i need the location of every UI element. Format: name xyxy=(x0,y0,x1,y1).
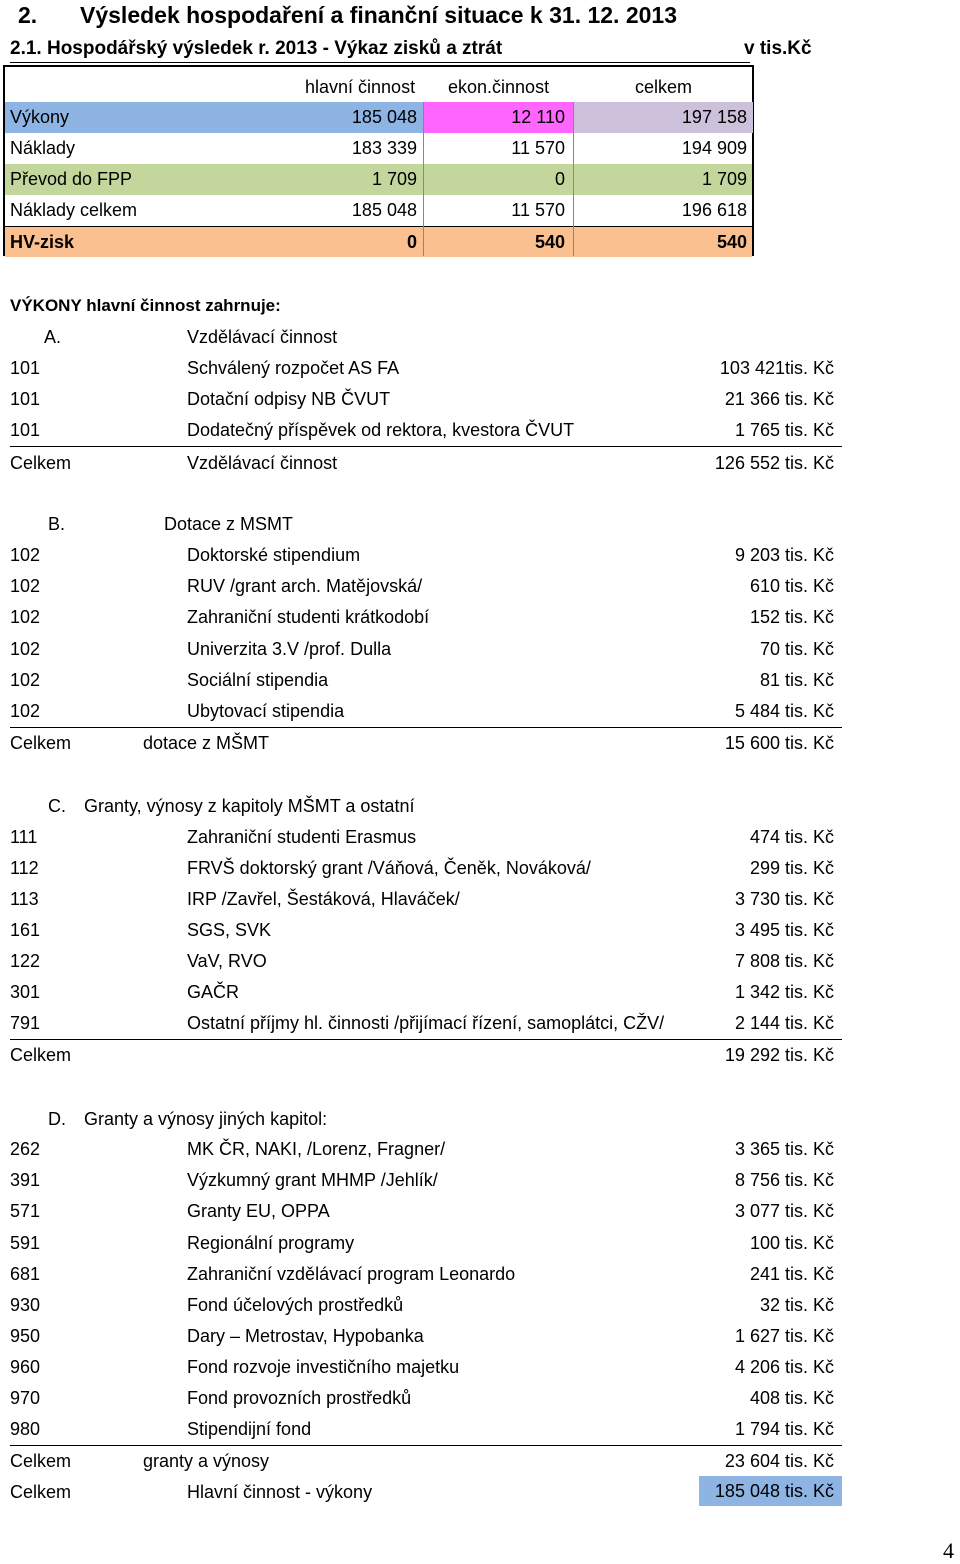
item-code: 591 xyxy=(10,1233,41,1253)
cell-hlavni: 1 709 xyxy=(371,169,417,189)
section-total xyxy=(10,449,842,479)
list-item xyxy=(10,1415,842,1446)
item-code: 930 xyxy=(10,1295,41,1315)
cell-celkem: 196 618 xyxy=(681,200,747,220)
item-code: 980 xyxy=(10,1419,41,1439)
item-desc: VaV, RVO xyxy=(187,951,267,971)
list-item xyxy=(10,1166,842,1196)
item-code: 112 xyxy=(10,858,39,878)
total-desc: Vzdělávací činnost xyxy=(187,453,338,473)
item-desc: Stipendijní fond xyxy=(187,1419,312,1439)
summary-table xyxy=(3,65,754,256)
list-item xyxy=(10,1384,842,1414)
summary-row-naklady-celkem xyxy=(5,195,752,226)
subheading: 2.1. Hospodářský výsledek r. 2013 - Výkaz zisků a ztrát xyxy=(10,38,503,59)
cell-ekon: 540 xyxy=(534,232,565,252)
summary-row-vykony xyxy=(5,102,752,133)
total-desc: dotace z MŠMT xyxy=(143,733,270,753)
row-label: Výkony xyxy=(5,102,293,133)
item-code: 101 xyxy=(10,358,41,378)
item-value: 32 tis. Kč xyxy=(759,1295,834,1315)
total-value: 126 552 tis. Kč xyxy=(714,453,834,473)
cell-hlavni: 185 048 xyxy=(351,200,417,220)
total-desc: granty a výnosy xyxy=(143,1451,270,1471)
total-value: 19 292 tis. Kč xyxy=(724,1045,834,1065)
summary-row-hv-zisk xyxy=(5,226,752,257)
list-item xyxy=(10,1322,842,1352)
item-code: 122 xyxy=(10,951,41,971)
section-a-letter: A. xyxy=(44,327,62,347)
list-item xyxy=(10,1229,842,1259)
section-a-title: Vzdělávací činnost xyxy=(187,327,338,347)
cell-ekon: 0 xyxy=(554,169,565,189)
row-label: Náklady celkem xyxy=(10,200,138,220)
item-value: 474 tis. Kč xyxy=(749,827,834,847)
item-code: 262 xyxy=(10,1139,41,1159)
item-desc: Doktorské stipendium xyxy=(187,545,361,565)
row-label: HV-zisk xyxy=(10,232,75,252)
item-value: 408 tis. Kč xyxy=(749,1388,834,1408)
section-total xyxy=(10,729,842,759)
item-desc: IRP /Zavřel, Šestáková, Hlaváček/ xyxy=(187,889,460,909)
grand-total xyxy=(10,1478,842,1508)
list-item xyxy=(10,385,842,415)
list-item xyxy=(10,885,842,915)
list-item xyxy=(10,1291,842,1321)
section-d-title: Granty a výnosy jiných kapitol: xyxy=(84,1109,328,1129)
vykony-intro: VÝKONY hlavní činnost zahrnuje: xyxy=(10,296,281,315)
item-code: 391 xyxy=(10,1170,41,1190)
list-item xyxy=(10,635,842,665)
list-item xyxy=(10,697,842,728)
item-value: 4 206 tis. Kč xyxy=(734,1357,834,1377)
total-label: Celkem xyxy=(10,733,72,753)
item-value: 1 342 tis. Kč xyxy=(734,982,834,1002)
cell-celkem: 540 xyxy=(716,232,747,252)
item-value: 3 495 tis. Kč xyxy=(734,920,834,940)
item-desc: Zahraniční studenti Erasmus xyxy=(187,827,417,847)
item-desc: Fond provozních prostředků xyxy=(187,1388,412,1408)
cell-celkem: 197 158 xyxy=(573,102,753,133)
item-code: 970 xyxy=(10,1388,41,1408)
row-label: Náklady xyxy=(10,138,76,158)
item-desc: Výzkumný grant MHMP /Jehlík/ xyxy=(187,1170,438,1190)
item-desc: Zahraniční vzdělávací program Leonardo xyxy=(187,1264,516,1284)
column-divider xyxy=(573,102,574,256)
cell-hlavni: 185 048 xyxy=(293,102,423,133)
item-desc: Schválený rozpočet AS FA xyxy=(187,358,400,378)
list-item xyxy=(10,1135,842,1165)
item-value: 3 365 tis. Kč xyxy=(734,1139,834,1159)
item-value: 5 484 tis. Kč xyxy=(734,701,834,721)
item-code: 102 xyxy=(10,701,41,721)
item-value: 81 tis. Kč xyxy=(759,670,834,690)
total-label: Celkem xyxy=(10,1482,72,1502)
section-b-title: Dotace z MSMT xyxy=(164,514,294,534)
list-item xyxy=(10,978,842,1008)
item-desc: Dary – Metrostav, Hypobanka xyxy=(187,1326,424,1346)
column-divider xyxy=(423,102,424,256)
unit-label: v tis.Kč xyxy=(744,38,812,59)
item-code: 681 xyxy=(10,1264,41,1284)
list-item xyxy=(10,1197,842,1227)
item-value: 610 tis. Kč xyxy=(749,576,834,596)
total-label: Celkem xyxy=(10,1045,72,1065)
item-code: 791 xyxy=(10,1013,41,1033)
list-item xyxy=(10,1009,842,1040)
item-value: 1 627 tis. Kč xyxy=(734,1326,834,1346)
item-code: 960 xyxy=(10,1357,41,1377)
item-desc: RUV /grant arch. Matějovská/ xyxy=(187,576,423,596)
item-desc: SGS, SVK xyxy=(187,920,272,940)
item-value: 152 tis. Kč xyxy=(749,607,834,627)
item-desc: Fond účelových prostředků xyxy=(187,1295,404,1315)
item-desc: Dotační odpisy NB ČVUT xyxy=(187,389,391,409)
list-item xyxy=(10,354,842,384)
list-item xyxy=(10,1353,842,1383)
item-desc: Ubytovací stipendia xyxy=(187,701,345,721)
total-desc: Hlavní činnost - výkony xyxy=(187,1482,373,1502)
item-desc: Dodatečný příspěvek od rektora, kvestora ČVUT xyxy=(187,420,575,440)
item-desc: Ostatní příjmy hl. činnosti /přijímací řízení, samoplátci, CŽV/ xyxy=(187,1013,665,1033)
item-desc: Regionální programy xyxy=(187,1233,355,1253)
item-value: 21 366 tis. Kč xyxy=(724,389,834,409)
item-code: 111 xyxy=(10,827,38,847)
item-desc: Fond rozvoje investičního majetku xyxy=(187,1357,460,1377)
section-b-letter: B. xyxy=(48,514,66,534)
list-item xyxy=(10,666,842,696)
list-item xyxy=(10,823,842,853)
item-desc: Sociální stipendia xyxy=(187,670,329,690)
section-c-letter: C. xyxy=(48,796,66,816)
item-desc: FRVŠ doktorský grant /Váňová, Čeněk, Nováková/ xyxy=(187,858,591,878)
list-item xyxy=(10,416,842,447)
section-total xyxy=(10,1447,842,1477)
section-c-title: Granty, výnosy z kapitoly MŠMT a ostatní xyxy=(84,796,415,816)
item-code: 102 xyxy=(10,670,41,690)
total-value: 23 604 tis. Kč xyxy=(724,1451,834,1471)
list-item xyxy=(10,572,842,602)
item-value: 7 808 tis. Kč xyxy=(734,951,834,971)
item-value: 9 203 tis. Kč xyxy=(734,545,834,565)
list-item xyxy=(10,854,842,884)
item-value: 3 730 tis. Kč xyxy=(734,889,834,909)
list-item xyxy=(10,541,842,571)
item-desc: GAČR xyxy=(187,982,240,1002)
item-value: 8 756 tis. Kč xyxy=(734,1170,834,1190)
cell-celkem: 194 909 xyxy=(681,138,747,158)
cell-ekon: 11 570 xyxy=(511,200,565,220)
cell-hlavni: 183 339 xyxy=(351,138,417,158)
item-code: 301 xyxy=(10,982,41,1002)
summary-row-prevod xyxy=(5,164,752,195)
item-value: 2 144 tis. Kč xyxy=(734,1013,834,1033)
item-value: 241 tis. Kč xyxy=(749,1264,834,1284)
total-value: 15 600 tis. Kč xyxy=(724,733,834,753)
item-code: 102 xyxy=(10,639,41,659)
section-total xyxy=(10,1041,842,1071)
summary-row-naklady xyxy=(5,133,752,164)
list-item xyxy=(10,916,842,946)
item-code: 101 xyxy=(10,389,41,409)
item-desc: Granty EU, OPPA xyxy=(187,1201,330,1221)
item-value: 1 765 tis. Kč xyxy=(734,420,834,440)
cell-hlavni: 0 xyxy=(406,232,417,252)
list-item xyxy=(10,603,842,633)
item-code: 950 xyxy=(10,1326,41,1346)
item-desc: MK ČR, NAKI, /Lorenz, Fragner/ xyxy=(187,1139,446,1159)
item-value: 70 tis. Kč xyxy=(759,639,834,659)
list-item xyxy=(10,1260,842,1290)
subheading-underline xyxy=(10,62,750,63)
item-value: 3 077 tis. Kč xyxy=(734,1201,834,1221)
item-desc: Zahraniční studenti krátkodobí xyxy=(187,607,430,627)
item-code: 113 xyxy=(10,889,39,909)
heading-title: Výsledek hospodaření a finanční situace k 31. 12. 2013 xyxy=(80,2,678,28)
col-header-celkem: celkem xyxy=(635,77,693,97)
main-heading xyxy=(18,2,677,29)
section-d-letter: D. xyxy=(48,1109,66,1129)
page-number: 4 xyxy=(943,1538,954,1563)
row-label: Převod do FPP xyxy=(10,169,133,189)
col-header-ekon: ekon.činnost xyxy=(448,77,550,97)
grand-total-value: 185 048 tis. Kč xyxy=(699,1476,842,1506)
item-desc: Univerzita 3.V /prof. Dulla xyxy=(187,639,392,659)
heading-number: 2. xyxy=(18,2,38,28)
item-value: 299 tis. Kč xyxy=(749,858,834,878)
total-label: Celkem xyxy=(10,1451,72,1471)
list-item xyxy=(10,947,842,977)
item-code: 161 xyxy=(10,920,41,940)
item-code: 102 xyxy=(10,576,41,596)
item-code: 101 xyxy=(10,420,41,440)
cell-celkem: 1 709 xyxy=(701,169,747,189)
cell-ekon: 12 110 xyxy=(423,102,573,133)
item-code: 102 xyxy=(10,607,41,627)
item-code: 571 xyxy=(10,1201,41,1221)
item-value: 100 tis. Kč xyxy=(749,1233,834,1253)
cell-ekon: 11 570 xyxy=(511,138,565,158)
item-code: 102 xyxy=(10,545,41,565)
item-value: 103 421tis. Kč xyxy=(719,358,834,378)
item-value: 1 794 tis. Kč xyxy=(734,1419,834,1439)
total-label: Celkem xyxy=(10,453,72,473)
col-header-hlavni: hlavní činnost xyxy=(305,77,416,97)
